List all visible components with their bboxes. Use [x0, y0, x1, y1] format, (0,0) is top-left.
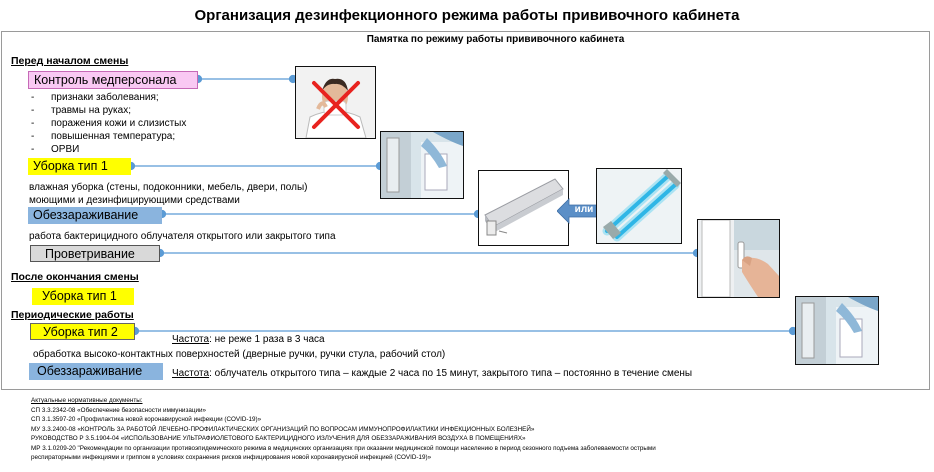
cleaning-type2-frequency — [172, 333, 325, 346]
memo-panel-title: Памятка по режиму работы прививочного кабинета — [366, 34, 625, 45]
page-title: Организация дезинфекционного режима работы прививочного кабинета — [194, 7, 740, 24]
closed-uv-recirculator-icon — [479, 171, 568, 245]
cleaning-description-line1: влажная уборка (стены, подоконники, мебель, двери, полы) — [29, 182, 308, 193]
frequency-label: Частота — [172, 368, 210, 379]
periodic-disinfection-label: Обеззараживание — [29, 363, 163, 380]
cleaning-type2-label: Уборка тип 2 — [30, 323, 135, 340]
frequency-text: : не реже 1 раза в 3 часа — [209, 334, 325, 345]
control-symptoms-list — [31, 91, 186, 156]
documents-heading: Актуальные нормативные документы: — [31, 397, 143, 404]
list-item: - поражения кожи и слизистых — [31, 117, 186, 130]
sick-staff-photo — [295, 66, 376, 139]
open-uv-lamp-icon — [597, 169, 681, 243]
periodic-disinfection-frequency — [172, 367, 692, 380]
wiping-surface-icon — [381, 132, 463, 198]
document-line: респираторными инфекциями и гриппом в условиях сохранения рисков инфицирования новой коронавирусной инфекцией (COVID-19)» — [31, 454, 432, 461]
cleaning-type1-label: Уборка тип 1 — [28, 158, 131, 175]
list-item: - признаки заболевания; — [31, 91, 186, 104]
control-staff-label: Контроль медперсонала — [28, 71, 198, 89]
section-heading-after-shift: После окончания смены — [11, 271, 139, 283]
high-contact-cleaning-photo — [795, 296, 879, 365]
section-heading-periodic: Периодические работы — [11, 309, 134, 321]
frequency-label: Частота — [172, 334, 210, 345]
cleaning-description-line2: моющими и дезинфицирующими средствами — [29, 195, 240, 206]
wiping-handle-icon — [796, 297, 878, 364]
cleaning-type2-description: обработка высоко-контактных поверхностей (дверные ручки, ручки стула, рабочий стол) — [33, 349, 446, 360]
document-line: МР 3.1.0209-20 "Рекомендации по организации противоэпидемического режима в медицинских организациях при оказании медицинской помощи населению в период сезонного подъема заболеваемости острыми — [31, 444, 656, 452]
window-handle-icon — [698, 220, 779, 297]
after-shift-cleaning-label: Уборка тип 1 — [32, 288, 134, 305]
ventilation-label: Проветривание — [30, 245, 160, 262]
document-line: СП 3.3.2342-08 «Обеспечение безопасности иммунизации» — [31, 406, 206, 414]
document-line: СП 3.1.3597-20 «Профилактика новой коронавирусной инфекции (COVID-19)» — [31, 416, 262, 423]
list-item: - травмы на руках; — [31, 104, 186, 117]
cleaning-photo — [380, 131, 464, 199]
window-ventilation-photo — [697, 219, 780, 298]
list-item: - ОРВИ — [31, 143, 186, 156]
open-irradiator-photo — [596, 168, 682, 244]
document-line: МУ 3.3.2400-08 «КОНТРОЛЬ ЗА РАБОТОЙ ЛЕЧЕБНО-ПРОФИЛАКТИЧЕСКИХ ОРГАНИЗАЦИЙ ПО ВОПРОСАМ ИММУНОПРОФИЛАКТИКИ ИНФЕКЦИОННЫХ БОЛЕЗНЕЙ» — [31, 425, 535, 433]
frequency-text: : облучатель открытого типа – каждые 2 часа по 15 минут, закрытого типа – постоянно в течение смены — [209, 368, 693, 379]
normative-documents — [31, 396, 656, 463]
or-label: или — [574, 204, 594, 215]
disinfection-description: работа бактерицидного облучателя открытого или закрытого типа — [29, 231, 336, 242]
sneezing-person-icon — [296, 67, 375, 138]
document-line: РУКОВОДСТВО Р 3.5.1904-04 «ИСПОЛЬЗОВАНИЕ УЛЬТРАФИОЛЕТОВОГО БАКТЕРИЦИДНОГО ИЗЛУЧЕНИЯ ДЛЯ ОБЕЗЗАРАЖИВАНИЯ ВОЗДУХА В ПОМЕЩЕНИЯХ» — [31, 435, 526, 442]
disinfection-label: Обеззараживание — [28, 207, 162, 224]
closed-irradiator-photo — [478, 170, 569, 246]
section-heading-before-shift: Перед началом смены — [11, 55, 129, 67]
list-item: - повышенная температура; — [31, 130, 186, 143]
